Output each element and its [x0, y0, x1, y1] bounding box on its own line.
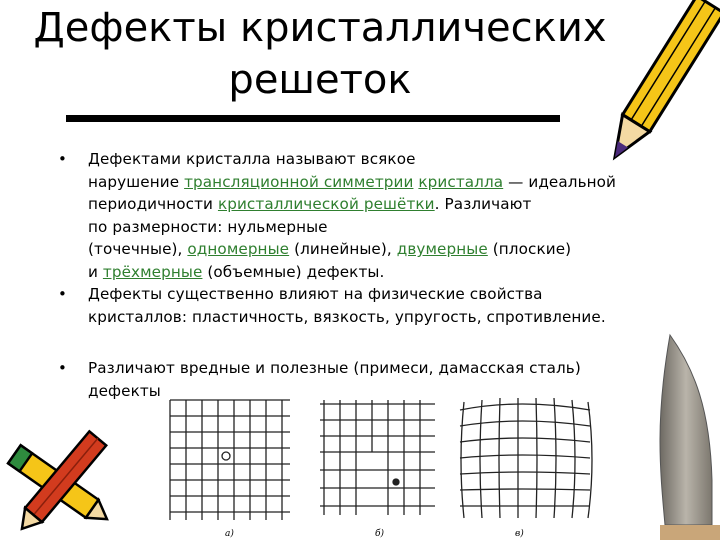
bullet-dot: • — [58, 150, 67, 168]
pencil-icon — [600, 0, 720, 175]
link-two-dimensional[interactable]: двумерные — [396, 240, 488, 258]
bullet-1-text: (линейные), — [289, 240, 397, 258]
bullet-3-line: Различают вредные и полезные (примеси, дамасская сталь) — [88, 359, 581, 377]
crossed-pencils-icon — [0, 425, 125, 540]
figure-label-a: а) — [225, 529, 234, 539]
bullet-dot: • — [58, 359, 67, 377]
lattice-point-defect — [170, 400, 290, 520]
figure-label-b: б) — [375, 529, 385, 539]
bullet-2 — [88, 283, 658, 328]
bullet-1-text: нарушение — [88, 172, 185, 191]
link-crystal[interactable]: кристалла — [418, 172, 504, 191]
title-line-2: решеток — [228, 57, 412, 103]
link-translational-symmetry[interactable]: трансляционной симметрии — [184, 172, 414, 191]
bullet-1-text: (точечные), — [88, 240, 188, 258]
bullet-1-line: Дефектами кристалла называют всякое — [88, 150, 416, 168]
bullet-1 — [88, 148, 658, 283]
link-three-dimensional[interactable]: трёхмерные — [102, 262, 203, 281]
title-underline — [66, 115, 560, 122]
bullet-1-text: периодичности — [88, 195, 218, 213]
slide-title — [0, 2, 640, 106]
bullet-1-text: (объемные) дефекты. — [202, 262, 385, 281]
knife-image — [640, 330, 720, 540]
link-one-dimensional[interactable]: одномерные — [187, 240, 290, 258]
bullet-2-line: кристаллов: пластичность, вязкость, упругость, спротивление. — [88, 307, 606, 326]
bullet-1-text: и — [88, 262, 103, 281]
figure-label-c: в) — [515, 529, 524, 539]
bullet-1-line: по размерности: нульмерные — [88, 217, 328, 236]
bullet-1-text: (плоские) — [487, 240, 572, 258]
bullet-3-line: дефекты — [88, 381, 161, 400]
bullet-dot: • — [58, 285, 67, 303]
title-line-1: Дефекты кристаллических — [33, 5, 607, 51]
lattice-diagram — [160, 390, 620, 540]
link-crystal-lattice[interactable]: кристаллической решётки — [217, 195, 435, 213]
bullet-1-text: — идеальной — [503, 172, 617, 191]
lattice-volume-defect — [460, 398, 592, 518]
bullet-2-line: Дефекты существенно влияют на физические свойства — [88, 285, 543, 303]
bullet-1-text: . Различают — [434, 195, 532, 213]
lattice-dislocation — [320, 400, 435, 515]
